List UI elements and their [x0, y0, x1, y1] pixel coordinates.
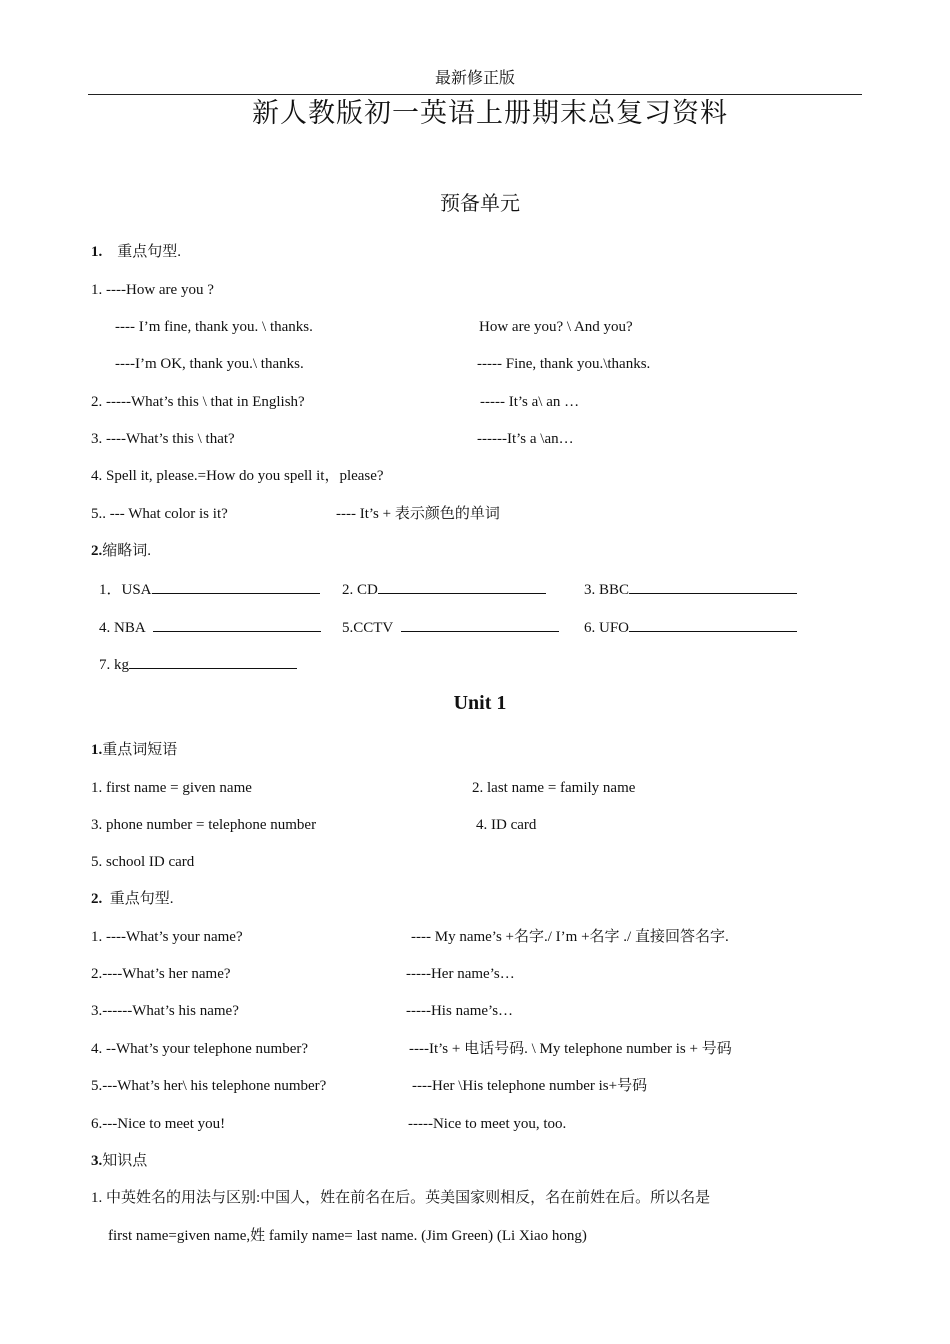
word-item: 1. first name = given name: [91, 780, 252, 796]
sentence-question: 4. --What’s your telephone number?: [91, 1041, 309, 1057]
word-item: 4. ID card: [476, 817, 537, 833]
prep-section-2-heading: [91, 542, 151, 560]
sentence-answer: -----Nice to meet you, too.: [408, 1116, 567, 1132]
sentence-answer: ---- My name’s +名字./ I’m +名字 ./ 直接回答名字.: [411, 929, 729, 945]
abbr-item: 3. BBC: [584, 579, 797, 599]
unit1-section-3-heading: [91, 1152, 147, 1170]
prep-line: ---- It’s + 表示颜色的单词: [336, 506, 500, 522]
prep-line: 1. ----How are you ?: [91, 282, 214, 298]
prep-line: ----- It’s a\ an …: [480, 394, 580, 410]
abbr-item: 5.CCTV: [342, 617, 559, 637]
prep-line: 4. Spell it, please.=How do you spell it，please?: [91, 468, 384, 484]
answer-blank[interactable]: [129, 654, 297, 669]
section-title: 知识点: [102, 1153, 148, 1169]
sentence-answer: ----It’s + 电话号码. \ My telephone number is + 号码: [409, 1041, 732, 1057]
unit1-section-1-heading: [91, 741, 177, 759]
document-title: 新人教版初一英语上册期末总复习资料: [252, 98, 728, 128]
prep-line: ----I’m OK, thank you.\ thanks.: [115, 356, 304, 372]
page-header: 最新修正版: [434, 70, 515, 87]
abbr-item: 6. UFO: [584, 617, 797, 637]
section-number: 1.: [91, 742, 103, 758]
sentence-question: 6.---Nice to meet you!: [91, 1116, 226, 1132]
word-item: 5. school ID card: [91, 854, 195, 870]
section-number: 1.: [91, 244, 103, 260]
word-item: 2. last name = family name: [472, 780, 636, 796]
knowledge-point: 1. 中英姓名的用法与区别:中国人，姓在前名在后。英美国家则相反，名在前姓在后。所以名是: [91, 1190, 711, 1206]
abbr-item: 7. kg: [99, 654, 297, 674]
answer-blank[interactable]: [378, 579, 546, 594]
answer-blank[interactable]: [153, 617, 321, 632]
unit-1-heading: Unit 1: [453, 692, 507, 714]
abbr-item: 2. CD: [342, 579, 546, 599]
section-number: 3.: [91, 1153, 103, 1169]
unit1-section-2-heading: [91, 890, 174, 908]
section-title: 重点词短语: [102, 742, 178, 758]
prep-line: 3. ----What’s this \ that?: [91, 431, 235, 447]
section-title: 重点句型.: [117, 244, 182, 260]
prep-line: How are you? \ And you?: [479, 319, 633, 335]
prep-section-1-heading: [91, 243, 181, 261]
header-rule: [88, 94, 862, 95]
section-number: 2.: [91, 891, 103, 907]
answer-blank[interactable]: [152, 579, 320, 594]
prep-line: 2. -----What’s this \ that in English?: [91, 394, 305, 410]
answer-blank[interactable]: [629, 617, 797, 632]
knowledge-point: first name=given name,姓 family name= last name. (Jim Green) (Li Xiao hong): [108, 1228, 587, 1244]
prep-line: ---- I’m fine, thank you. \ thanks.: [115, 319, 313, 335]
section-title: 缩略词.: [102, 543, 152, 559]
answer-blank[interactable]: [401, 617, 559, 632]
prep-line: ------It’s a \an…: [477, 431, 574, 447]
section-title: 重点句型.: [109, 891, 174, 907]
abbr-item: 1．USA: [99, 579, 320, 599]
prep-line: 5.. --- What color is it?: [91, 506, 228, 522]
prep-unit-heading: 预备单元: [440, 193, 520, 215]
sentence-question: 2.----What’s her name?: [91, 966, 231, 982]
prep-line: ----- Fine, thank you.\thanks.: [477, 356, 651, 372]
answer-blank[interactable]: [629, 579, 797, 594]
word-item: 3. phone number = telephone number: [91, 817, 317, 833]
sentence-question: 1. ----What’s your name?: [91, 929, 243, 945]
sentence-answer: ----Her \His telephone number is+号码: [412, 1078, 648, 1094]
section-number: 2.: [91, 543, 103, 559]
sentence-answer: -----Her name’s…: [406, 966, 515, 982]
abbr-item: 4. NBA: [99, 617, 321, 637]
sentence-question: 3.------What’s his name?: [91, 1003, 239, 1019]
sentence-answer: -----His name’s…: [406, 1003, 514, 1019]
sentence-question: 5.---What’s her\ his telephone number?: [91, 1078, 327, 1094]
